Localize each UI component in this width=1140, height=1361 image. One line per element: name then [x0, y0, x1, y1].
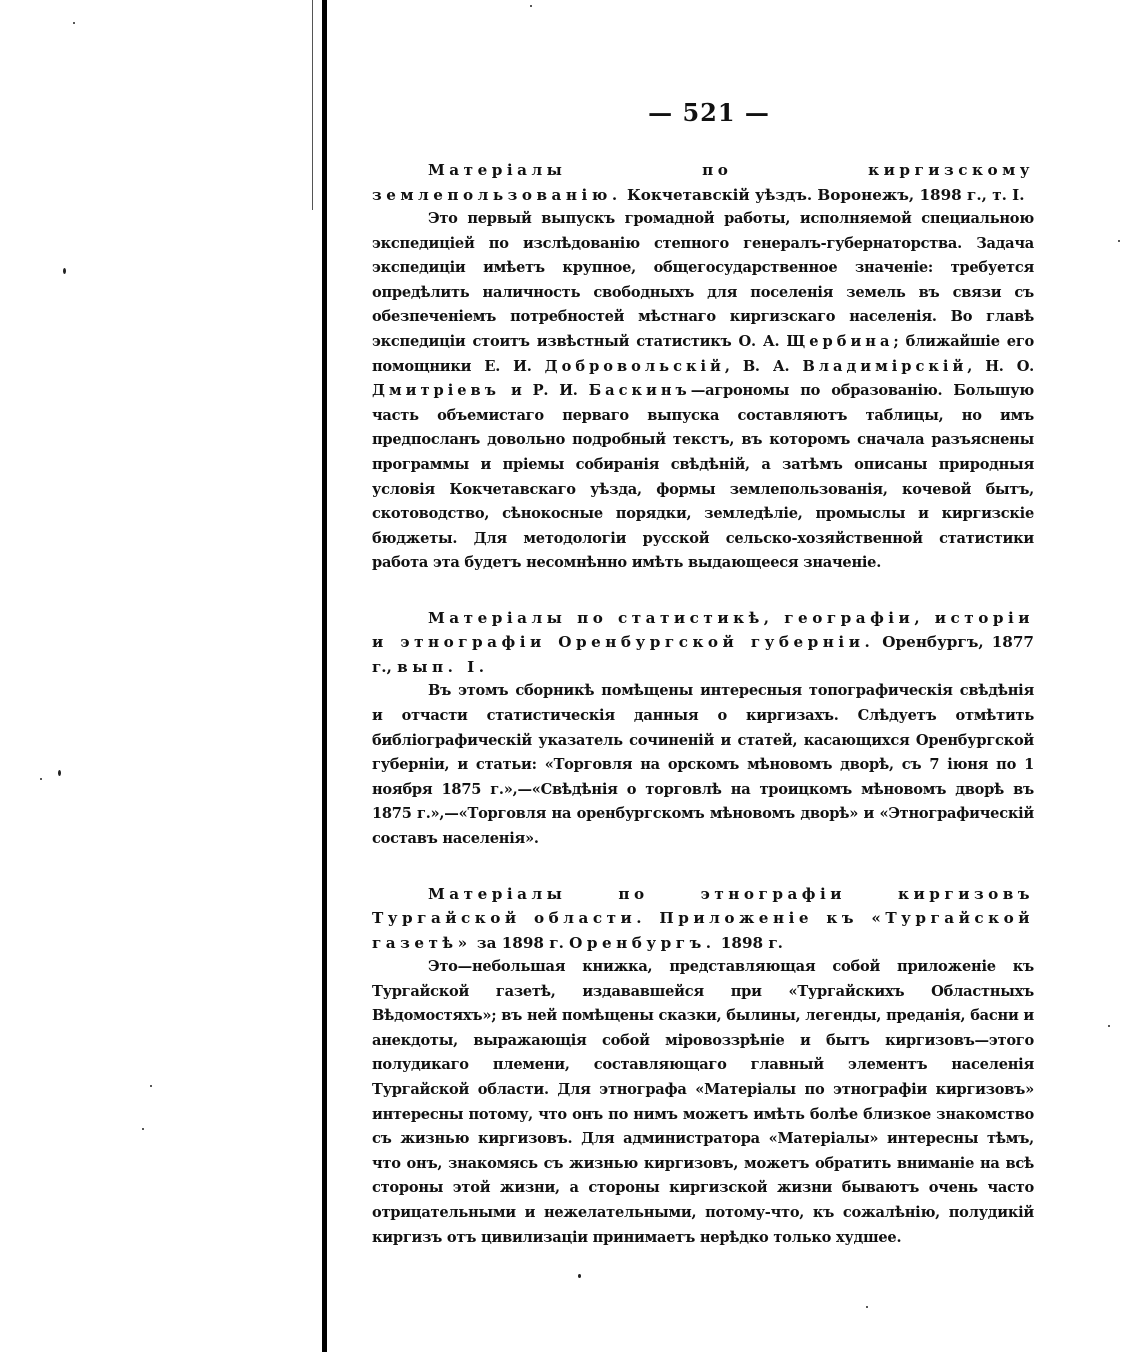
binding-edge-line — [322, 0, 327, 1352]
entry-title-place: Оренбургъ. — [569, 933, 716, 952]
review-text-segment: Это первый выпускъ громадной работы, исполняемой специальною экспедиціей по изслѣдованію степного генералъ-губернаторства. Задача экспедиціи имѣетъ крупное, общегосударственное значеніе: требуется опредѣлить наличность свободныхъ для поселенія земель въ связи съ обезпеченіемъ потребностей мѣстнаго киргизскаго населенія. Во главѣ экспедиціи стоитъ извѣстный статистикъ О. А. — [372, 210, 1034, 350]
scan-speck — [1118, 240, 1120, 242]
review-text-segment: —агрономы по образованію. Большую часть объемистаго перваго выпуска составляютъ таблицы, но имъ предпосланъ довольно подробный текстъ, въ которомъ сначала разъяснены программы и пріемы собиранія свѣдѣній, а затѣмъ описаны природныя условія Кокчетавскаго уѣзда, формы землепользованія, кочевой бытъ, скотоводство, сѣнокосные порядки, земледѣліе, промыслы и киргизскіе бюджеты. Для методологіи русской сельско-хозяйственной статистики работа эта будетъ несомнѣнно имѣть выдающееся значеніе. — [372, 382, 1034, 572]
entry-review-text — [372, 679, 1034, 851]
bibliography-entry — [372, 606, 1034, 852]
person-name: Дмитріевъ — [372, 382, 500, 400]
review-text-segment: , Н. О. — [967, 357, 1035, 375]
entry-title — [372, 606, 1034, 680]
entry-title-imprint: Кокчетавскій уѣздъ. Воронежъ, 1898 г., т. I. — [621, 185, 1025, 204]
page-number: — 521 — — [648, 98, 770, 127]
review-text-segment: и Р. И. — [499, 382, 589, 400]
review-text-segment: , В. А. — [724, 357, 803, 375]
scan-speck — [73, 22, 75, 24]
entry-title — [372, 158, 1034, 207]
scan-speck — [63, 268, 66, 274]
entry-title-main: Матеріалы по статистикѣ, географіи, исторіи и этнографіи Оренбургской губерніи. — [372, 608, 1034, 652]
person-name: Владимірскій — [802, 357, 968, 375]
review-text-segment: ; ближайшіе его помощники Е. И. — [372, 332, 1034, 375]
text-column — [372, 158, 1034, 1250]
review-text-segment: Въ этомъ сборникѣ помѣщены интересныя топографическія свѣдѣнія и отчасти статистическія данныя о киргизахъ. Слѣдуетъ отмѣтить библіографическій указатель сочиненій и статей, касающихся Оренбургской губерніи, и статьи: «Торговля на орскомъ мѣновомъ дворѣ, съ 7 іюня по 1 ноября 1875 г.»,—«Свѣдѣнія о торговлѣ на троицкомъ мѣновомъ дворѣ въ 1875 г.»,—«Торговля на оренбургскомъ мѣновомъ дворѣ» и «Этнографическій составъ населенія». — [372, 682, 1034, 847]
entry-title-main: Матеріалы по киргизскому землепользованію. — [372, 161, 1034, 204]
bibliography-entry — [372, 158, 1034, 576]
entry-title — [372, 882, 1034, 956]
entry-title-main: Матеріалы по этнографіи киргизовъ Тургайской области. Приложеніе къ «Тургайской газетѣ» — [372, 884, 1034, 952]
scan-speck — [40, 778, 42, 780]
entry-title-volume: вып. I. — [397, 657, 489, 676]
binding-shadow-line — [312, 0, 313, 210]
scan-speck — [58, 770, 61, 776]
person-name: Добровольскій — [544, 357, 725, 375]
entry-title-imprint: Оренбургъ, 1877 г., — [372, 633, 1034, 676]
scan-speck — [1108, 1025, 1110, 1027]
person-name: Щербина — [786, 332, 894, 350]
scan-speck — [866, 1306, 868, 1308]
entry-review-text — [372, 207, 1034, 576]
scan-speck — [150, 1085, 152, 1087]
entry-review-text — [372, 955, 1034, 1250]
review-text-segment: Это—небольшая книжка, представляющая собой приложеніе къ Тургайской газетѣ, издававшейся при «Тургайскихъ Областныхъ Вѣдомостяхъ»; въ ней помѣщены сказки, былины, легенды, преданія, басни и анекдоты, выражающія собой міровоззрѣніе и бытъ киргизовъ—этого полудикаго племени, составляющаго главный элементъ населенія Тургайской области. Для этнографа «Матеріалы по этнографіи киргизовъ» интересны потому, что онъ по нимъ можетъ имѣть болѣе близкое знакомство съ жизнью киргизовъ. Для администратора «Матеріалы» интересны тѣмъ, что онъ, знакомясь съ жизнью киргизовъ, можетъ обратить вниманіе на всѣ стороны этой жизни, а стороны киргизской жизни бываютъ очень часто отрицательными и нежелательными, потому-что, къ сожалѣнію, полудикій киргизъ отъ цивилизаціи принимаетъ нерѣдко только худшее. — [372, 958, 1034, 1246]
entry-title-imprint: за 1898 г. — [471, 933, 570, 952]
person-name: Баскинъ — [588, 382, 691, 400]
scan-speck — [142, 1128, 144, 1130]
entry-title-year: 1898 г. — [715, 933, 783, 952]
scan-speck — [530, 5, 532, 7]
scan-speck — [578, 1274, 581, 1278]
bibliography-entry — [372, 882, 1034, 1251]
